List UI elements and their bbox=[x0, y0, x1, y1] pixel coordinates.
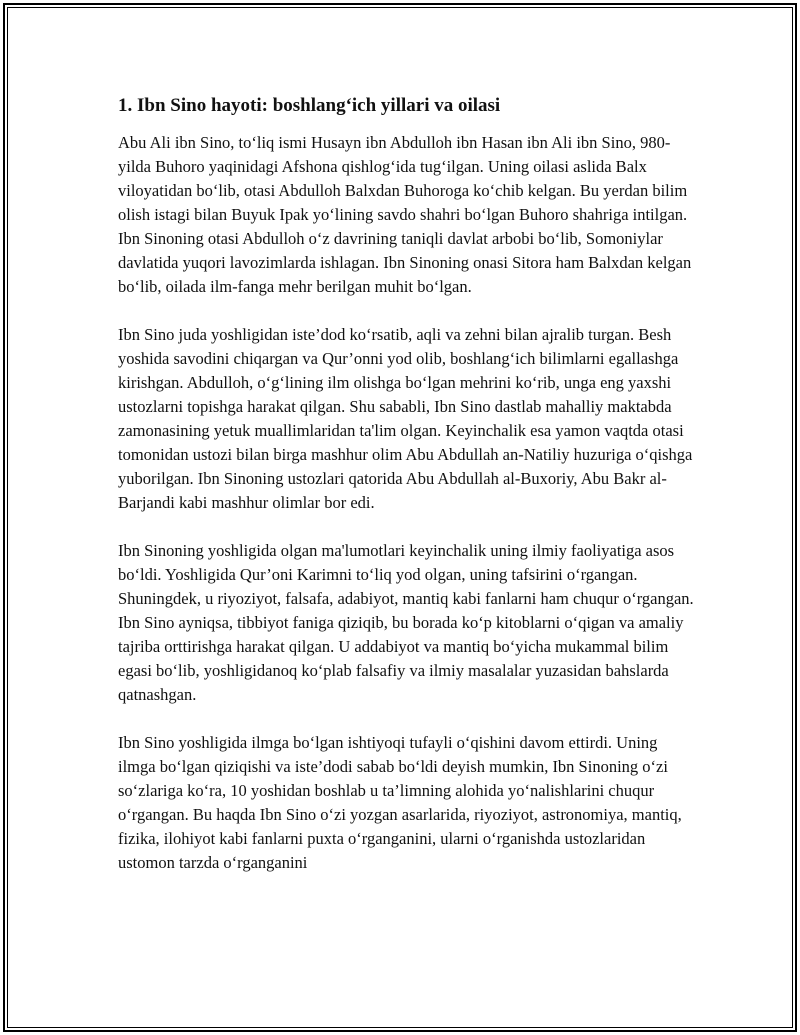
paragraph-4: Ibn Sino yoshligida ilmga bo‘lgan ishtiyoqi tufayli o‘qishini davom ettirdi. Uning ilmga bo‘lgan qiziqishi va iste’dodi sabab bo‘ldi deyish mumkin, Ibn Sinoning o‘zi so‘zlariga ko‘ra, 10 yoshidan boshlab u ta’limning alohida yo‘nalishlarini chuqur o‘rgangan. Bu haqda Ibn Sino o‘zi yozgan asarlarida, riyoziyot, astronomiya, mantiq, fizika, ilohiyot kabi fanlarni puxta o‘rganganini, ularni o‘rganishda ustozlaridan ustomon tarzda o‘rganganini bbox=[118, 733, 682, 872]
document-body bbox=[118, 94, 698, 899]
section-heading: 1. Ibn Sino hayoti: boshlang‘ich yillari va oilasi bbox=[118, 95, 501, 116]
paragraph-1: Abu Ali ibn Sino, to‘liq ismi Husayn ibn Abdulloh ibn Hasan ibn Ali ibn Sino, 980-yilda Buhoro yaqinidagi Afshona qishlog‘ida tug‘ilgan. Uning oilasi aslida Balx viloyatidan bo‘lib, otasi Abdulloh Balxdan Buhoroga ko‘chib kelgan. Bu yerdan bilim olish istagi bilan Buyuk Ipak yo‘lining savdo shahri bo‘lgan Buhoro shahriga intilgan. Ibn Sinoning otasi Abdulloh o‘z davrining taniqli davlat arbobi bo‘lib, Somoniylar davlatida yuqori lavozimlarda ishlagan. Ibn Sinoning onasi Sitora ham Balxdan kelgan bo‘lib, oilada ilm-fanga mehr berilgan muhit bo‘lgan. bbox=[118, 133, 692, 296]
paragraph-2: Ibn Sino juda yoshligidan iste’dod ko‘rsatib, aqli va zehni bilan ajralib turgan. Besh yoshida savodini chiqargan va Qur’onni yod olib, boshlang‘ich bilimlarni egallashga kirishgan. Abdulloh, o‘g‘lining ilm olishga bo‘lgan mehrini ko‘rib, unga eng yaxshi ustozlarni topishga harakat qilgan. Shu sababli, Ibn Sino dastlab mahalliy maktabda zamonasining yetuk muallimlaridan ta'lim olgan. Keyinchalik esa yamon vaqtda otasi tomonidan ustozi bilan birga mashhur olim Abu Abdullah an-Natiliy huzuriga o‘qishga yuborilgan. Ibn Sinoning ustozlari qatorida Abu Abdullah al-Buxoriy, Abu Bakr al-Barjandi kabi mashhur olimlar bor edi. bbox=[118, 325, 693, 512]
paragraph-3: Ibn Sinoning yoshligida olgan ma'lumotlari keyinchalik uning ilmiy faoliyatiga asos bo‘ldi. Yoshligida Qur’oni Karimni to‘liq yod olgan, uning tafsirini o‘rgangan. Shuningdek, u riyoziyot, falsafa, adabiyot, mantiq kabi fanlarni ham chuqur o‘rgangan. Ibn Sino ayniqsa, tibbiyot faniga qiziqib, bu borada ko‘p kitoblarni o‘qigan va amaliy tajriba orttirishga harakat qilgan. U addabiyot va mantiq bo‘yicha mukammal bilim egasi bo‘lib, yoshligidanoq ko‘plab falsafiy va ilmiy masalalar yuzasidan bahslarda qatnashgan. bbox=[118, 541, 694, 704]
